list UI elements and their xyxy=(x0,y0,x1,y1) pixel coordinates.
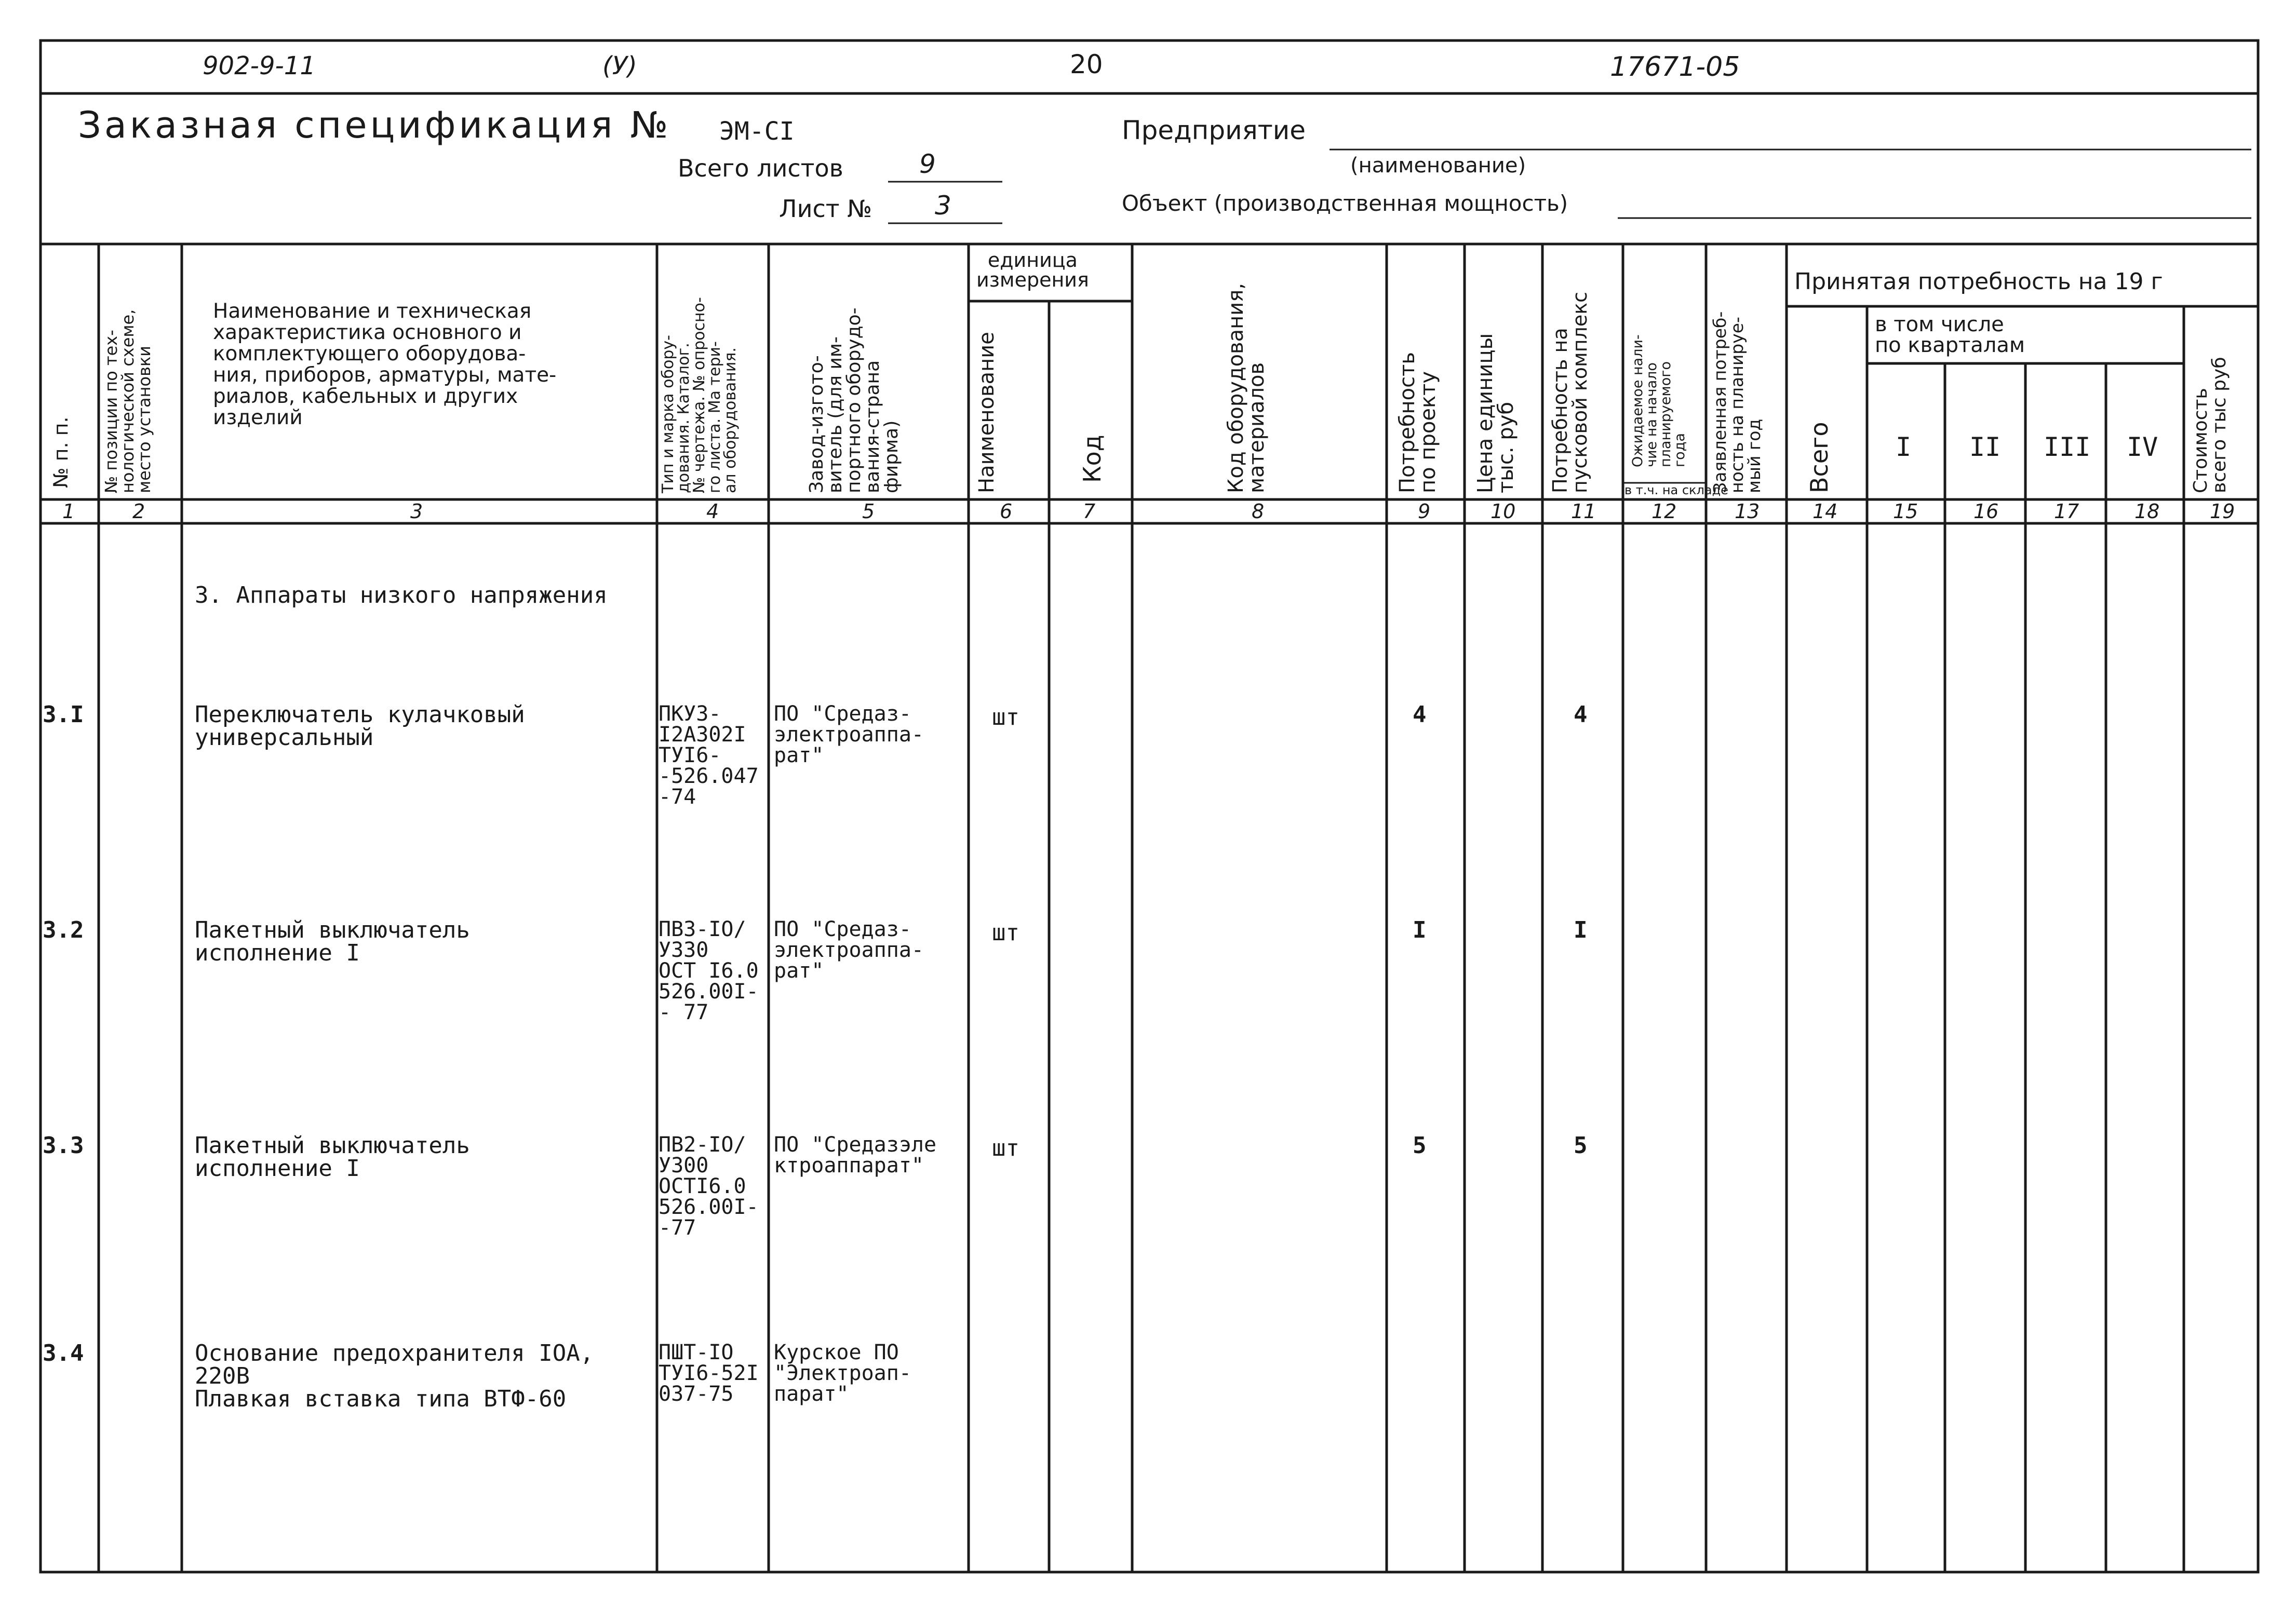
page-title: Заказная спецификация № xyxy=(78,104,672,146)
col-header-7: Код xyxy=(1078,435,1106,483)
col-header-16: II xyxy=(1969,432,2001,462)
item-type: ПШТ-IO ТУI6-52I 037-75 xyxy=(659,1341,759,1406)
col-header-3: Наименование и техническая характеристика основного и комплектующего оборудова- ния, приборов, арматуры, мате- риалов, кабельных и других изделий xyxy=(213,300,557,429)
col-number: 7 xyxy=(1083,500,1096,523)
col-number: 15 xyxy=(1893,500,1918,523)
row-number: 3.4 xyxy=(43,1340,84,1366)
col-number: 13 xyxy=(1735,500,1760,523)
col-number: 2 xyxy=(132,500,145,523)
enterprise-hint: (наименование) xyxy=(1350,154,1526,178)
item-unit: шт xyxy=(992,704,1019,730)
col-number: 17 xyxy=(2054,500,2079,523)
doc-code: 902-9-11 xyxy=(203,51,316,80)
col-header-6: Наименование xyxy=(975,332,999,493)
col-number: 10 xyxy=(1491,500,1516,523)
item-need: 4 xyxy=(1413,701,1427,728)
col-header-11: Потребность на пусковой комплекс xyxy=(1549,291,1591,493)
col-number: 16 xyxy=(1973,500,1999,523)
item-maker: ПО "Средазэле ктроаппарат" xyxy=(774,1133,937,1178)
col-header-14: Всего xyxy=(1805,422,1833,493)
col-header-18: IV xyxy=(2127,432,2158,462)
item-need: 5 xyxy=(1413,1132,1427,1159)
col-header-8: Код оборудования, материалов xyxy=(1224,282,1269,493)
item-maker: ПО "Средаз- электроаппа- рат" xyxy=(774,917,924,983)
page-number: 20 xyxy=(1070,49,1103,79)
col-number: 12 xyxy=(1651,500,1677,523)
col-number: 11 xyxy=(1571,500,1596,523)
object-label: Объект (производственная мощность) xyxy=(1122,191,1568,216)
col-header-12-sub: в т.ч. на складе xyxy=(1624,483,1728,497)
col-number: 1 xyxy=(62,500,75,523)
spec-number: ЭМ-СI xyxy=(719,117,795,146)
col-number: 8 xyxy=(1252,500,1265,523)
item-start-complex: 4 xyxy=(1574,701,1588,728)
col-header-9: Потребность по проекту xyxy=(1395,351,1440,493)
row-number: 3.I xyxy=(43,701,84,728)
col-number: 19 xyxy=(2210,500,2235,523)
enterprise-label: Предприятие xyxy=(1122,115,1306,145)
item-start-complex: 5 xyxy=(1574,1132,1588,1159)
item-type: ПВ2-IO/ У300 ОСТI6.0 526.00I- -77 xyxy=(659,1133,759,1240)
col-number: 3 xyxy=(410,500,423,523)
col-header-19: Стоимость всего тыс руб xyxy=(2190,357,2230,493)
col-number: 4 xyxy=(706,500,719,523)
item-unit: шт xyxy=(992,919,1019,946)
col-number: 5 xyxy=(862,500,875,523)
item-type: ПКУЗ- I2А302I ТУI6- -526.047 -74 xyxy=(659,702,759,809)
unit-group-header: единица измерения xyxy=(976,249,1089,291)
item-type: ПВЗ-IO/ У330 ОСТ I6.0 526.00I- - 77 xyxy=(659,917,759,1024)
col-header-5: Завод-изгото- витель (для им- портного оборудо- вания-страна фирма) xyxy=(806,307,902,493)
row-number: 3.3 xyxy=(43,1132,84,1159)
col-header-4: Тип и марка обору- дования. Каталог. № чертежа. № опросно- го листа. Ма тери- ал оборудования. xyxy=(659,297,740,493)
item-unit: шт xyxy=(992,1135,1019,1161)
item-need: I xyxy=(1413,917,1427,943)
col-header-17: III xyxy=(2044,432,2091,462)
sheet-value: 3 xyxy=(935,191,951,221)
col-number: 14 xyxy=(1812,500,1838,523)
item-maker: ПО "Средаз- электроаппа- рат" xyxy=(774,702,924,767)
row-number: 3.2 xyxy=(43,917,84,943)
item-name: Пакетный выключатель исполнение I xyxy=(195,1132,470,1182)
total-sheets-value: 9 xyxy=(919,149,936,179)
col-header-2: № позиции по тех- нологической схеме, место установки xyxy=(101,309,154,493)
col-header-12: Ожидаемое нали- чие на начало планируемого года xyxy=(1630,334,1688,467)
accepted-group-header: Принятая потребность на 19 г xyxy=(1794,268,2163,295)
item-name: Основание предохранителя IOA, 220В Плавкая вставка типа ВТФ-60 xyxy=(195,1340,594,1412)
total-sheets-label: Всего листов xyxy=(678,154,843,182)
item-start-complex: I xyxy=(1574,917,1588,943)
col-header-1: № п. п. xyxy=(49,416,72,488)
quarter-group-header: в том числе по кварталам xyxy=(1875,313,2025,357)
sheet-label: Лист № xyxy=(779,195,872,223)
archive-number: 17671-05 xyxy=(1610,51,1740,83)
col-header-15: I xyxy=(1896,432,1912,462)
col-header-10: Цена единицы тыс. руб xyxy=(1473,333,1518,493)
item-maker: Курское ПО "Электроап- парат" xyxy=(774,1341,911,1406)
col-header-13: Заявленная потреб- ность на планируе- мый год xyxy=(1710,311,1764,493)
item-name: Переключатель кулачковый универсальный xyxy=(195,701,525,751)
doc-mark: (У) xyxy=(602,51,637,80)
item-name: Пакетный выключатель исполнение I xyxy=(195,917,470,966)
col-number: 6 xyxy=(1000,500,1013,523)
col-number: 9 xyxy=(1418,500,1431,523)
col-number: 18 xyxy=(2134,500,2160,523)
section-title: 3. Аппараты низкого напряжения xyxy=(195,582,608,608)
